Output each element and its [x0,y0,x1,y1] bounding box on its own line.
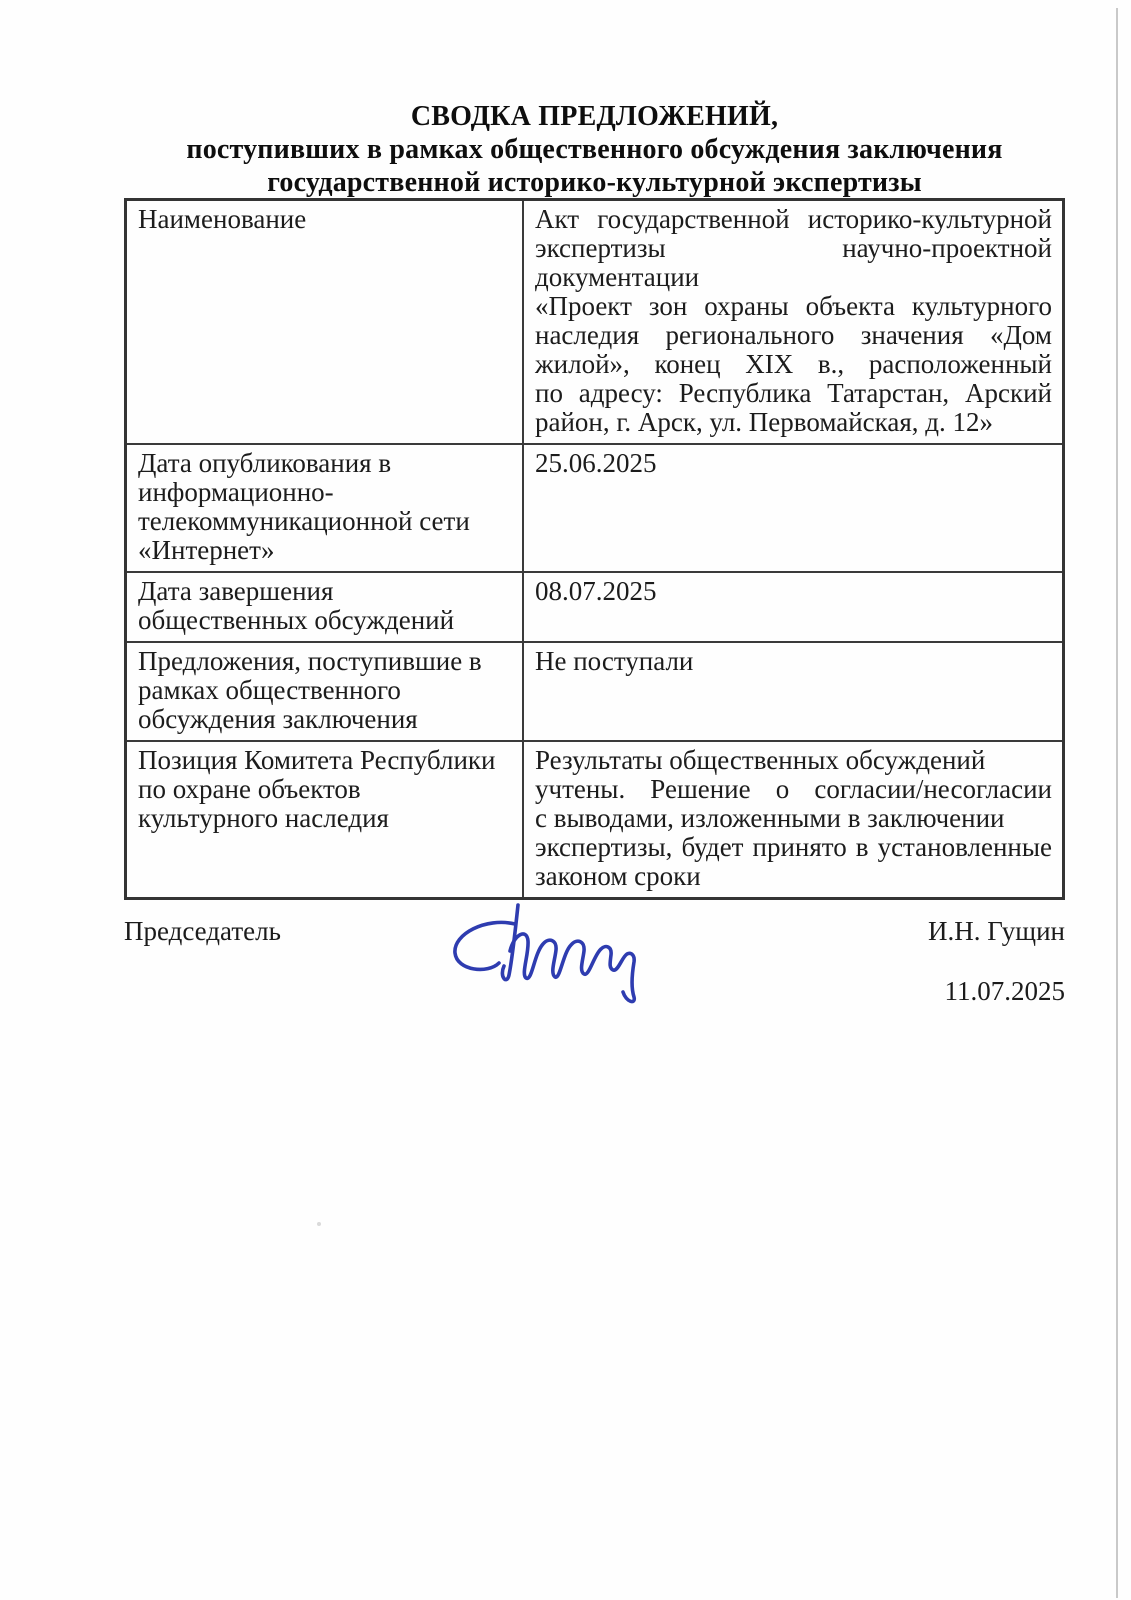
text-line: 08.07.2025 [535,576,657,606]
row-name-value [523,200,1064,445]
row-end-date-label [126,572,524,642]
row-committee-position-value [523,741,1064,899]
text-line: Предложения, поступившие в [138,646,482,676]
title-line-2: поступивших в рамках общественного обсуждения заключения [186,134,1003,165]
row-publication-date-value [523,444,1064,572]
row-proposals-value [523,642,1064,741]
text-line: законом сроки [535,861,701,891]
text-line: Дата завершения [138,576,334,606]
text-line: наследия регионального значения «Дом [535,320,1052,350]
title-line-1: СВОДКА ПРЕДЛОЖЕНИЙ, [410,101,779,132]
text-line: культурного наследия [138,803,389,833]
text-line: с выводами, изложенными в заключении [535,803,1005,833]
table-row-end-date [126,572,1064,642]
table-row-committee-position [126,741,1064,899]
text-line: жилой», конец XIX в., расположенный [535,349,1052,379]
text-line: Акт государственной историко-культурной [535,204,1052,234]
row-publication-date-label [126,444,524,572]
text-line: «Проект зон охраны объекта культурного [535,291,1052,321]
signature-date: 11.07.2025 [944,976,1065,1006]
text-line: Не поступали [535,646,694,676]
scan-dot-artifact [317,1222,321,1226]
row-committee-position-label [126,741,524,899]
text-line: Позиция Комитета Республики [138,745,496,775]
summary-table [124,198,1065,900]
text-line: 25.06.2025 [535,448,657,478]
text-line: обсуждения заключения [138,704,418,734]
text-line: Дата опубликования в [138,448,392,478]
signatory-name: И.Н. Гущин [927,916,1065,946]
text-line: «Интернет» [138,535,275,565]
table-row-proposals [126,642,1064,741]
text-line: общественных обсуждений [138,605,455,635]
document-title [124,100,1065,199]
title-line-3: государственной историко-культурной экспертизы [267,167,922,198]
signatory-role: Председатель [124,916,281,946]
table-row-publication-date [126,444,1064,572]
text-line: Результаты общественных обсуждений [535,745,986,775]
text-line: по адресу: Республика Татарстан, Арский [535,378,1052,408]
text-line: район, г. Арск, ул. Первомайская, д. 12» [535,407,993,437]
text-line: экспертизы научно-проектной документации [535,233,1052,292]
text-line: информационно- [138,477,334,507]
text-line: Наименование [138,204,307,234]
text-line: по охране объектов [138,774,361,804]
table-row-name [126,200,1064,445]
row-proposals-label [126,642,524,741]
row-end-date-value [523,572,1064,642]
row-name-label [126,200,524,445]
text-line: экспертизы, будет принято в установленные [535,832,1052,862]
text-line: телекоммуникационной сети [138,506,470,536]
text-line: рамках общественного [138,675,401,705]
text-line: учтены. Решение о согласии/несогласии [535,774,1052,804]
scan-edge-artifact [1116,8,1118,1598]
